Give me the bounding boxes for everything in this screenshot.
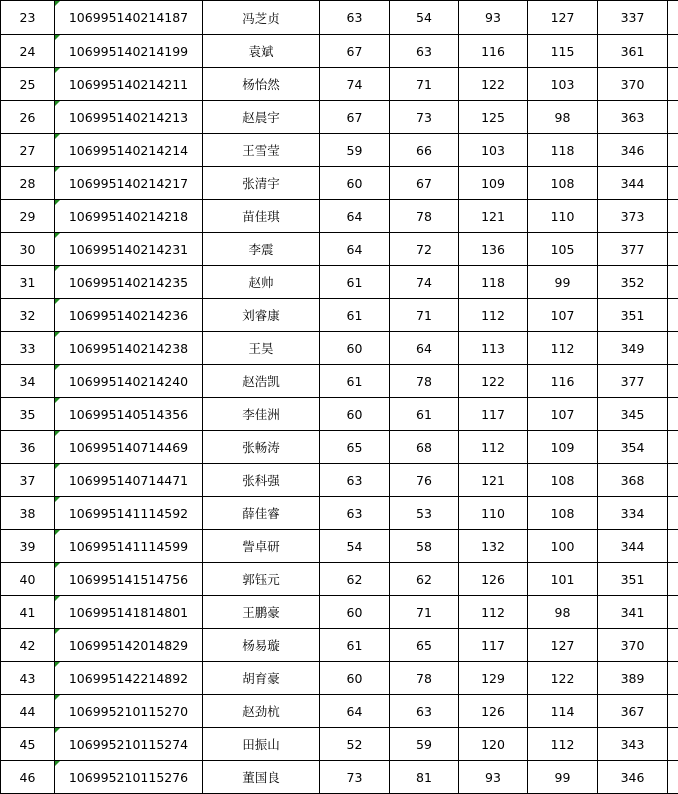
score-1-cell[interactable]: 67 [320,35,390,68]
total-score-cell[interactable]: 344 [598,167,668,200]
score-4-cell[interactable]: 112 [528,332,598,365]
score-1-cell[interactable]: 61 [320,299,390,332]
total-score-cell[interactable]: 370 [598,68,668,101]
total-score-cell[interactable]: 354 [598,431,668,464]
score-4-cell[interactable]: 109 [528,431,598,464]
name-cell[interactable]: 袁斌 [203,35,320,68]
exam-id-cell[interactable]: 106995140214199 [55,35,203,68]
score-2-cell[interactable]: 54 [390,1,459,35]
score-2-cell[interactable]: 62 [390,563,459,596]
note-cell[interactable] [668,101,678,134]
row-number-cell[interactable]: 33 [1,332,55,365]
table-row [1,761,678,794]
score-4-cell[interactable]: 107 [528,398,598,431]
total-score-cell[interactable]: 367 [598,695,668,728]
score-4-cell[interactable]: 98 [528,101,598,134]
exam-id-cell[interactable]: 106995140214240 [55,365,203,398]
score-4-cell[interactable]: 108 [528,464,598,497]
score-4-cell[interactable]: 99 [528,761,598,794]
total-score-cell[interactable]: 345 [598,398,668,431]
note-cell[interactable] [668,233,678,266]
note-cell[interactable] [668,266,678,299]
note-cell[interactable] [668,134,678,167]
score-3-cell[interactable]: 126 [459,563,528,596]
note-cell[interactable] [668,398,678,431]
score-4-cell[interactable]: 112 [528,728,598,761]
score-2-cell[interactable]: 64 [390,332,459,365]
note-cell[interactable] [668,629,678,662]
row-number-cell[interactable]: 45 [1,728,55,761]
score-2-cell[interactable]: 78 [390,662,459,695]
score-3-cell[interactable]: 110 [459,497,528,530]
total-score-cell[interactable]: 363 [598,101,668,134]
name-cell[interactable]: 赵帅 [203,266,320,299]
name-cell[interactable]: 张畅涛 [203,431,320,464]
row-number-cell[interactable]: 25 [1,68,55,101]
table-row [1,596,678,629]
note-cell[interactable] [668,365,678,398]
score-1-cell[interactable]: 65 [320,431,390,464]
exam-id-cell[interactable]: 106995140714471 [55,464,203,497]
table-row [1,662,678,695]
table-row [1,629,678,662]
row-number-cell[interactable]: 27 [1,134,55,167]
name-cell[interactable]: 王雪莹 [203,134,320,167]
name-cell[interactable]: 张清宇 [203,167,320,200]
table-row [1,563,678,596]
score-2-cell[interactable]: 71 [390,68,459,101]
table-row [1,332,678,365]
exam-id-cell[interactable]: 106995210115274 [55,728,203,761]
name-cell[interactable]: 胡育豪 [203,662,320,695]
row-number-cell[interactable]: 28 [1,167,55,200]
row-number-cell[interactable]: 39 [1,530,55,563]
exam-id-cell[interactable]: 106995140214211 [55,68,203,101]
name-cell[interactable]: 訾卓研 [203,530,320,563]
exam-id-cell[interactable]: 106995141514756 [55,563,203,596]
score-1-cell[interactable]: 63 [320,497,390,530]
exam-id-cell[interactable]: 106995140714469 [55,431,203,464]
table-row [1,134,678,167]
name-cell[interactable]: 冯芝贞 [203,1,320,35]
total-score-cell[interactable]: 351 [598,299,668,332]
exam-id-cell[interactable]: 106995140514356 [55,398,203,431]
exam-id-cell[interactable]: 106995140214238 [55,332,203,365]
total-score-cell[interactable]: 351 [598,563,668,596]
score-4-cell[interactable]: 98 [528,596,598,629]
score-4-cell[interactable]: 116 [528,365,598,398]
table-row [1,233,678,266]
total-score-cell[interactable]: 377 [598,233,668,266]
score-1-cell[interactable]: 64 [320,233,390,266]
exam-id-cell[interactable]: 106995140214231 [55,233,203,266]
note-cell[interactable] [668,563,678,596]
row-number-cell[interactable]: 35 [1,398,55,431]
score-2-cell[interactable]: 76 [390,464,459,497]
total-score-cell[interactable]: 346 [598,134,668,167]
exam-id-cell[interactable]: 106995210115276 [55,761,203,794]
row-number-cell[interactable]: 29 [1,200,55,233]
score-1-cell[interactable]: 63 [320,464,390,497]
score-4-cell[interactable]: 103 [528,68,598,101]
score-4-cell[interactable]: 127 [528,1,598,35]
row-number-cell[interactable]: 41 [1,596,55,629]
total-score-cell[interactable]: 361 [598,35,668,68]
name-cell[interactable]: 张科强 [203,464,320,497]
score-1-cell[interactable]: 64 [320,695,390,728]
table-row [1,299,678,332]
note-cell[interactable] [668,167,678,200]
row-number-cell[interactable]: 36 [1,431,55,464]
score-3-cell[interactable]: 116 [459,35,528,68]
table-row [1,728,678,761]
row-number-cell[interactable]: 38 [1,497,55,530]
score-1-cell[interactable]: 64 [320,200,390,233]
score-4-cell[interactable]: 127 [528,629,598,662]
note-cell[interactable] [668,662,678,695]
score-3-cell[interactable]: 112 [459,299,528,332]
total-score-cell[interactable]: 334 [598,497,668,530]
score-2-cell[interactable]: 73 [390,101,459,134]
note-cell[interactable] [668,299,678,332]
score-4-cell[interactable]: 99 [528,266,598,299]
name-cell[interactable]: 董国良 [203,761,320,794]
score-4-cell[interactable]: 110 [528,200,598,233]
table-row [1,200,678,233]
score-4-cell[interactable]: 105 [528,233,598,266]
score-3-cell[interactable]: 117 [459,398,528,431]
name-cell[interactable]: 李震 [203,233,320,266]
table-row [1,167,678,200]
score-3-cell[interactable]: 125 [459,101,528,134]
name-cell[interactable]: 郭钰元 [203,563,320,596]
score-2-cell[interactable]: 72 [390,233,459,266]
score-2-cell[interactable]: 59 [390,728,459,761]
row-number-cell[interactable]: 40 [1,563,55,596]
score-2-cell[interactable]: 78 [390,365,459,398]
row-number-cell[interactable]: 34 [1,365,55,398]
name-cell[interactable]: 赵晨宇 [203,101,320,134]
score-1-cell[interactable]: 63 [320,1,390,35]
score-3-cell[interactable]: 121 [459,464,528,497]
score-3-cell[interactable]: 93 [459,761,528,794]
note-cell[interactable] [668,728,678,761]
table-row [1,365,678,398]
score-4-cell[interactable]: 100 [528,530,598,563]
name-cell[interactable]: 刘睿康 [203,299,320,332]
name-cell[interactable]: 王鹏豪 [203,596,320,629]
score-1-cell[interactable]: 61 [320,629,390,662]
exam-id-cell[interactable]: 106995140214235 [55,266,203,299]
score-3-cell[interactable]: 112 [459,596,528,629]
total-score-cell[interactable]: 377 [598,365,668,398]
row-number-cell[interactable]: 24 [1,35,55,68]
note-cell[interactable] [668,35,678,68]
name-cell[interactable]: 薛佳睿 [203,497,320,530]
score-1-cell[interactable]: 60 [320,662,390,695]
score-3-cell[interactable]: 122 [459,68,528,101]
name-cell[interactable]: 赵劲杭 [203,695,320,728]
total-score-cell[interactable]: 343 [598,728,668,761]
note-cell[interactable] [668,68,678,101]
exam-id-cell[interactable]: 106995142214892 [55,662,203,695]
exam-id-cell[interactable]: 106995141114592 [55,497,203,530]
score-3-cell[interactable]: 117 [459,629,528,662]
score-2-cell[interactable]: 81 [390,761,459,794]
score-2-cell[interactable]: 67 [390,167,459,200]
score-4-cell[interactable]: 118 [528,134,598,167]
score-4-cell[interactable]: 108 [528,497,598,530]
score-2-cell[interactable]: 63 [390,35,459,68]
score-2-cell[interactable]: 68 [390,431,459,464]
row-number-cell[interactable]: 23 [1,1,55,35]
score-4-cell[interactable]: 101 [528,563,598,596]
table-row [1,266,678,299]
score-3-cell[interactable]: 120 [459,728,528,761]
score-1-cell[interactable]: 73 [320,761,390,794]
note-cell[interactable] [668,332,678,365]
score-4-cell[interactable]: 115 [528,35,598,68]
score-3-cell[interactable]: 113 [459,332,528,365]
score-3-cell[interactable]: 122 [459,365,528,398]
score-2-cell[interactable]: 71 [390,596,459,629]
row-number-cell[interactable]: 42 [1,629,55,662]
name-cell[interactable]: 杨易璇 [203,629,320,662]
score-1-cell[interactable]: 67 [320,101,390,134]
note-cell[interactable] [668,464,678,497]
total-score-cell[interactable]: 341 [598,596,668,629]
total-score-cell[interactable]: 344 [598,530,668,563]
score-3-cell[interactable]: 126 [459,695,528,728]
note-cell[interactable] [668,431,678,464]
row-number-cell[interactable]: 37 [1,464,55,497]
exam-id-cell[interactable]: 106995141814801 [55,596,203,629]
table-row [1,68,678,101]
table-row [1,35,678,68]
total-score-cell[interactable]: 349 [598,332,668,365]
score-1-cell[interactable]: 60 [320,596,390,629]
exam-id-cell[interactable]: 106995140214187 [55,1,203,35]
table-row [1,464,678,497]
score-2-cell[interactable]: 58 [390,530,459,563]
row-number-cell[interactable]: 26 [1,101,55,134]
row-number-cell[interactable]: 44 [1,695,55,728]
score-3-cell[interactable]: 118 [459,266,528,299]
row-number-cell[interactable]: 43 [1,662,55,695]
score-3-cell[interactable]: 121 [459,200,528,233]
name-cell[interactable]: 田振山 [203,728,320,761]
score-4-cell[interactable]: 122 [528,662,598,695]
score-3-cell[interactable]: 112 [459,431,528,464]
total-score-cell[interactable]: 368 [598,464,668,497]
name-cell[interactable]: 李佳洲 [203,398,320,431]
note-cell[interactable] [668,1,678,35]
total-score-cell[interactable]: 370 [598,629,668,662]
score-1-cell[interactable]: 59 [320,134,390,167]
note-cell[interactable] [668,530,678,563]
note-cell[interactable] [668,596,678,629]
total-score-cell[interactable]: 346 [598,761,668,794]
score-2-cell[interactable]: 53 [390,497,459,530]
score-1-cell[interactable]: 60 [320,332,390,365]
score-1-cell[interactable]: 60 [320,398,390,431]
total-score-cell[interactable]: 389 [598,662,668,695]
score-3-cell[interactable]: 109 [459,167,528,200]
score-2-cell[interactable]: 66 [390,134,459,167]
table-row [1,497,678,530]
table-row [1,1,678,35]
score-1-cell[interactable]: 52 [320,728,390,761]
score-1-cell[interactable]: 62 [320,563,390,596]
table-body [1,1,678,794]
row-number-cell[interactable]: 32 [1,299,55,332]
exam-id-cell[interactable]: 106995142014829 [55,629,203,662]
exam-id-cell[interactable]: 106995140214213 [55,101,203,134]
exam-id-cell[interactable]: 106995141114599 [55,530,203,563]
note-cell[interactable] [668,200,678,233]
row-number-cell[interactable]: 31 [1,266,55,299]
exam-id-cell[interactable]: 106995140214236 [55,299,203,332]
name-cell[interactable]: 杨怡然 [203,68,320,101]
note-cell[interactable] [668,695,678,728]
score-3-cell[interactable]: 136 [459,233,528,266]
score-1-cell[interactable]: 61 [320,365,390,398]
score-2-cell[interactable]: 65 [390,629,459,662]
total-score-cell[interactable]: 352 [598,266,668,299]
name-cell[interactable]: 赵浩凯 [203,365,320,398]
exam-id-cell[interactable]: 106995210115270 [55,695,203,728]
score-3-cell[interactable]: 129 [459,662,528,695]
row-number-cell[interactable]: 30 [1,233,55,266]
score-1-cell[interactable]: 74 [320,68,390,101]
score-1-cell[interactable]: 60 [320,167,390,200]
name-cell[interactable]: 苗佳琪 [203,200,320,233]
exam-id-cell[interactable]: 106995140214218 [55,200,203,233]
table-row [1,431,678,464]
total-score-cell[interactable]: 337 [598,1,668,35]
note-cell[interactable] [668,761,678,794]
score-2-cell[interactable]: 61 [390,398,459,431]
score-4-cell[interactable]: 108 [528,167,598,200]
score-3-cell[interactable]: 132 [459,530,528,563]
score-2-cell[interactable]: 71 [390,299,459,332]
score-2-cell[interactable]: 63 [390,695,459,728]
row-number-cell[interactable]: 46 [1,761,55,794]
exam-id-cell[interactable]: 106995140214214 [55,134,203,167]
table-row [1,530,678,563]
score-3-cell[interactable]: 103 [459,134,528,167]
table-row [1,398,678,431]
table-row [1,101,678,134]
note-cell[interactable] [668,497,678,530]
score-4-cell[interactable]: 114 [528,695,598,728]
exam-id-cell[interactable]: 106995140214217 [55,167,203,200]
score-2-cell[interactable]: 78 [390,200,459,233]
score-3-cell[interactable]: 93 [459,1,528,35]
score-1-cell[interactable]: 54 [320,530,390,563]
score-4-cell[interactable]: 107 [528,299,598,332]
score-1-cell[interactable]: 61 [320,266,390,299]
table-row [1,695,678,728]
score-2-cell[interactable]: 74 [390,266,459,299]
total-score-cell[interactable]: 373 [598,200,668,233]
name-cell[interactable]: 王昊 [203,332,320,365]
